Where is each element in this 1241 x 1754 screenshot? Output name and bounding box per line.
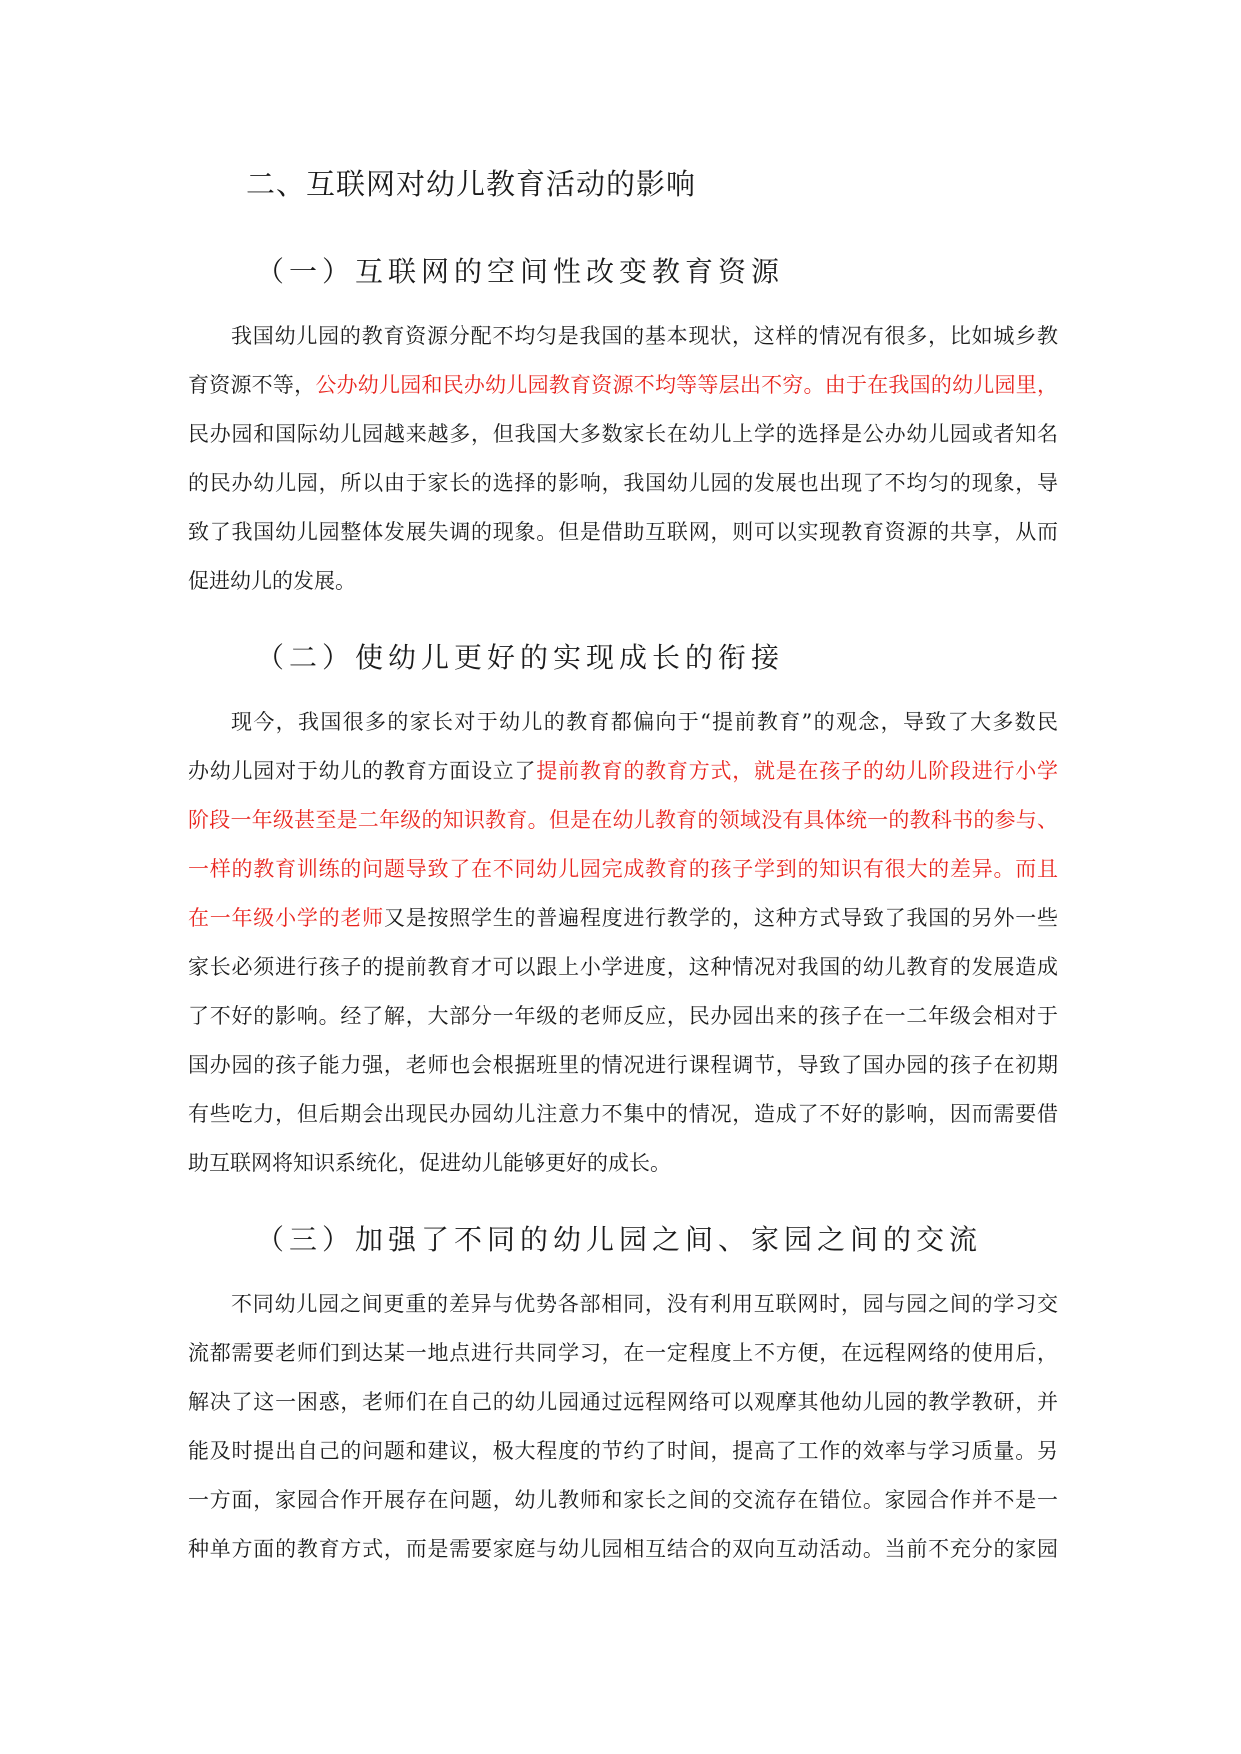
highlighted-text: 在一年级小学的老师 (188, 906, 384, 930)
paragraph-line: 办幼儿园对于幼儿的教育方面设立了提前教育的教育方式，就是在孩子的幼儿阶段进行小学 (188, 759, 1059, 783)
paragraph-line: 在一年级小学的老师又是按照学生的普遍程度进行教学的，这种方式导致了我国的另外一些 (188, 906, 1059, 930)
paragraph-line: 助互联网将知识系统化，促进幼儿能够更好的成长。 (188, 1151, 671, 1175)
paragraph-line (188, 854, 1058, 884)
paragraph-line: 流都需要老师们到达某一地点进行共同学习，在一定程度上不方便，在远程网络的使用后， (188, 1341, 1058, 1365)
paragraph-line: 现今，我国很多的家长对于幼儿的教育都偏向于“提前教育”的观念，导致了大多数民 (231, 710, 1058, 734)
section-heading-3: （三）加强了不同的幼儿园之间、家园之间的交流 (256, 1223, 983, 1256)
paragraph-line: 育资源不等，公办幼儿园和民办幼儿园教育资源不均等等层出不穷。由于在我国的幼儿园里， (188, 373, 1059, 397)
paragraph-line: 家长必须进行孩子的提前教育才可以跟上小学进度，这种情况对我国的幼儿教育的发展造成 (188, 955, 1058, 979)
section-heading-2: （二）使幼儿更好的实现成长的衔接 (256, 641, 785, 674)
paragraph-line: 一方面，家园合作开展存在问题，幼儿教师和家长之间的交流存在错位。家园合作并不是一 (188, 1488, 1058, 1512)
paragraph-line: 种单方面的教育方式，而是需要家庭与幼儿园相互结合的双向互动活动。当前不充分的家园 (188, 1537, 1058, 1561)
paragraph-line: 能及时提出自己的问题和建议，极大程度的节约了时间，提高了工作的效率与学习质量。另 (188, 1439, 1058, 1463)
highlighted-text: 一样的教育训练的问题导致了在不同幼儿园完成教育的孩子学到的知识有很大的差异。而且 (188, 857, 1058, 881)
main-heading: 二、互联网对幼儿教育活动的影响 (246, 167, 697, 201)
paragraph-line: 的民办幼儿园，所以由于家长的选择的影响，我国幼儿园的发展也出现了不均匀的现象，导 (188, 471, 1058, 495)
paragraph-line (188, 805, 1058, 835)
paragraph-line: 民办园和国际幼儿园越来越多，但我国大多数家长在幼儿上学的选择是公办幼儿园或者知名 (188, 422, 1058, 446)
paragraph-line: 有些吃力，但后期会出现民办园幼儿注意力不集中的情况，造成了不好的影响，因而需要借 (188, 1102, 1058, 1126)
highlighted-text: 阶段一年级甚至是二年级的知识教育。但是在幼儿教育的领域没有具体统一的教科书的参与、 (188, 808, 1058, 832)
highlighted-text: 提前教育的教育方式，就是在孩子的幼儿阶段进行小学 (536, 759, 1059, 783)
paragraph-line: 解决了这一困惑，老师们在自己的幼儿园通过远程网络可以观摩其他幼儿园的教学教研，并 (188, 1390, 1058, 1414)
paragraph-line: 致了我国幼儿园整体发展失调的现象。但是借助互联网，则可以实现教育资源的共享，从而 (188, 520, 1058, 544)
highlighted-text: 公办幼儿园和民办幼儿园教育资源不均等等层出不穷。由于在我国的幼儿园里， (315, 373, 1059, 397)
paragraph-line: 国办园的孩子能力强，老师也会根据班里的情况进行课程调节，导致了国办园的孩子在初期 (188, 1053, 1058, 1077)
paragraph-line: 不同幼儿园之间更重的差异与优势各部相同，没有利用互联网时，园与园之间的学习交 (231, 1292, 1058, 1316)
paragraph-line: 我国幼儿园的教育资源分配不均匀是我国的基本现状，这样的情况有很多，比如城乡教 (231, 324, 1058, 348)
paragraph-line: 促进幼儿的发展。 (188, 569, 356, 593)
section-heading-1: （一）互联网的空间性改变教育资源 (256, 255, 785, 288)
paragraph-line: 了不好的影响。经了解，大部分一年级的老师反应，民办园出来的孩子在一二年级会相对于 (188, 1004, 1058, 1028)
